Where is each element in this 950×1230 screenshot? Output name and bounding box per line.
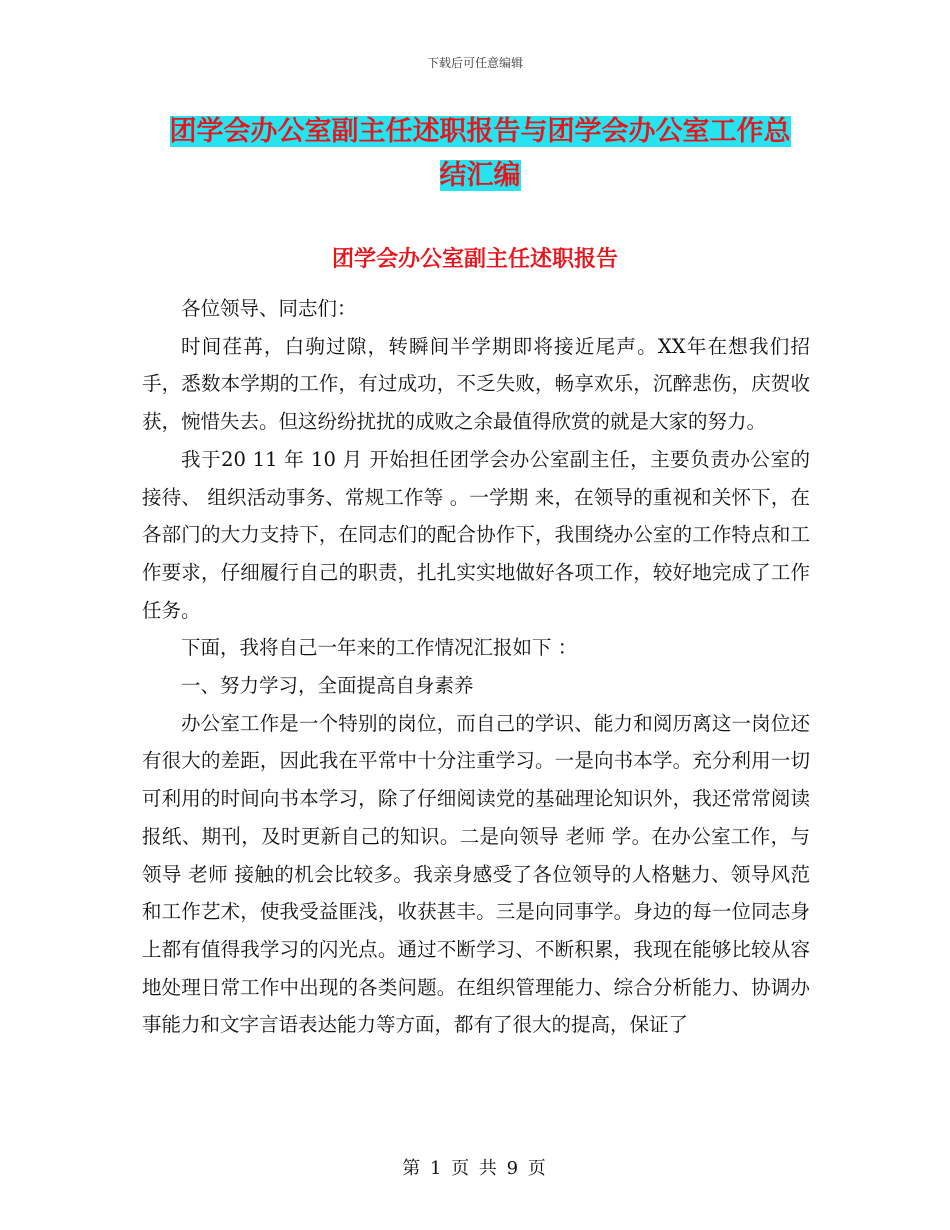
salutation: 各位领导、同志们： xyxy=(181,297,357,320)
paragraph-report-lead: 下面，我将自己一年来的工作情况汇报如下 ： xyxy=(181,636,578,660)
body-text xyxy=(142,290,810,1044)
section-heading-1: 一、努力学习，全面提高自身素养 xyxy=(181,674,474,698)
section-title: 团学会办公室副主任述职报告 xyxy=(331,247,618,272)
page-footer: 第 1 页 共 9 页 xyxy=(402,1158,548,1179)
header-note: 下载后可任意编辑 xyxy=(426,56,523,70)
main-title-line-2 xyxy=(150,152,810,200)
paragraph-role: 我于20 11 年 10 月 开始担任团学会办公室副主任，主要负责办公室的接待、 组织活动事务、常规工作等 。一学期 来，在领导的重视和关怀下，在各部门的大力支持下，在同志们的配合协作下，我围绕办公室的工作特点和工作要求，仔细履行自己的职责，扎扎实实地做好各项工作，较好地完成了工作任务。 xyxy=(142,447,810,622)
main-title-text-1: 团学会办公室副主任述职报告与团学会办公室工作总 xyxy=(169,116,791,147)
main-title-text-2: 结汇编 xyxy=(439,160,521,191)
paragraph-intro: 时间荏苒，白驹过隙，转瞬间半学期即将接近尾声。XX年在想我们招手，悉数本学期的工作，有过成功，不乏失败，畅享欢乐，沉醉悲伤，庆贺收获，惋惜失去。但这纷纷扰扰的成败之余最值得欣赏的就是大家的努力。 xyxy=(142,334,810,434)
main-title-line-1 xyxy=(150,108,810,156)
paragraph-study: 办公室工作是一个特别的岗位，而自己的学识、能力和阅历离这一岗位还有很大的差距，因此我在平常中十分注重学习。一是向书本学。充分利用一切可利用的时间向书本学习，除了仔细阅读党的基础理论知识外，我还常常阅读报纸、期刊，及时更新自己的知识。二是向领导 老师 学。在办公室工作，与领导 老师 接触的机会比较多。我亲身感受了各位领导的人格魅力、领导风范和工作艺术，使我受益匪浅，收获甚丰。三是向同事学。身边的每一位同志身上都有值得我学习的闪光点。通过不断学习、不断积累，我现在能够比较从容地处理日常工作中出现的各类问题。在组织管理能力、综合分析能力、协调办事能力和文字言语表达能力等方面，都有了很大的提高，保证了 xyxy=(142,711,810,1037)
